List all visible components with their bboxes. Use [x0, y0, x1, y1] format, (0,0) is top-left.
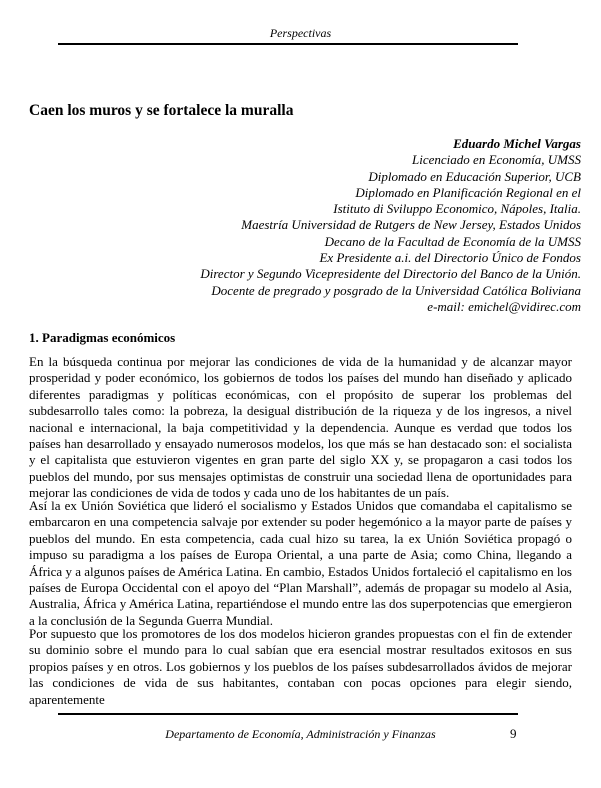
- article-title: Caen los muros y se fortalece la muralla: [29, 102, 294, 119]
- author-credential: Docente de pregrado y posgrado de la Universidad Católica Boliviana: [211, 282, 581, 298]
- author-credential: Istituto di Sviluppo Economico, Nápoles, Italia.: [333, 201, 581, 217]
- body-paragraph: Así la ex Unión Soviética que lideró el socialismo y Estados Unidos que comandaba el capitalismo se embarcaron en una competencia salvaje por extender su poder hegemónico a la mayor parte de países y pueblos del mundo. En esta competencia, cada cual hizo su tarea, la ex Unión Soviética propagó o impuso su paradigma a los países de Europa Oriental, a una parte de Asia; como China, llegando a África y a algunos países de América Latina. En cambio, Estados Unidos fortaleció el capitalismo en los países de Europa Occidental con el apoyo del “Plan Marshall”, además de propagar su modelo al Asia, Australia, África y América Latina, repartiéndose el mundo entre las dos superpotencias que emergieron a la conclusión de la Segunda Guerra Mundial.: [29, 498, 572, 628]
- running-header: Perspectivas: [269, 26, 332, 40]
- author-email: e-mail: emichel@vidirec.com: [427, 298, 581, 314]
- author-credential: Director y Segundo Vicepresidente del Directorio del Banco de la Unión.: [200, 266, 581, 282]
- body-paragraph: Por supuesto que los promotores de los dos modelos hicieron grandes propuestas con el fin de extender su dominio sobre el mundo para lo cual sabían que era esencial mostrar resultados exitosos en sus propios países y en otros. Los gobiernos y los pueblos de los países subdesarrollados ávidos de mejorar las condiciones de vida de sus habitantes, contaban con pocas opciones para elegir siendo, aparentemente: [29, 626, 572, 707]
- author-credential: Licenciado en Economía, UMSS: [412, 152, 581, 168]
- page-number: 9: [510, 726, 517, 741]
- author-name: Eduardo Michel Vargas: [453, 136, 581, 151]
- author-block: [200, 136, 581, 315]
- header-rule: [58, 43, 518, 45]
- author-credential: Ex Presidente a.i. del Directorio Único de Fondos: [319, 250, 581, 266]
- author-credential: Diplomado en Planificación Regional en el: [355, 184, 581, 200]
- section-heading: 1. Paradigmas económicos: [29, 330, 176, 345]
- author-credential: Decano de la Facultad de Economía de la UMSS: [324, 233, 581, 249]
- footer-rule: [58, 713, 518, 715]
- footer-department: Departamento de Economía, Administración y Finanzas: [165, 727, 436, 741]
- author-credential: Maestría Universidad de Rutgers de New Jersey, Estados Unidos: [241, 217, 581, 233]
- author-credential: Diplomado en Educación Superior, UCB: [368, 168, 581, 184]
- body-paragraph: En la búsqueda continua por mejorar las condiciones de vida de la humanidad y de alcanzar mayor prosperidad y poder económico, los gobiernos de todos los países del mundo han diseñado y aplicado diferentes paradigmas y políticas económicas, con el propósito de superar los problemas del subdesarrollo tales como: la pobreza, la desigual distribución de la riqueza y de los ingresos, a nivel nacional e internacional, la baja competitividad y la dependencia. Aunque es verdad que todos los países han desarrollado y ensayado numerosos modelos, los que más se han destacado son: el socialista y el capitalista que estuvieron vigentes en gran parte del siglo XX y, se propagaron a casi todos los pueblos del mundo, por sus mensajes optimistas de construir una sociedad llena de oportunidades para mejorar las condiciones de vida de todos y cada uno de los habitantes de un país.: [29, 354, 572, 501]
